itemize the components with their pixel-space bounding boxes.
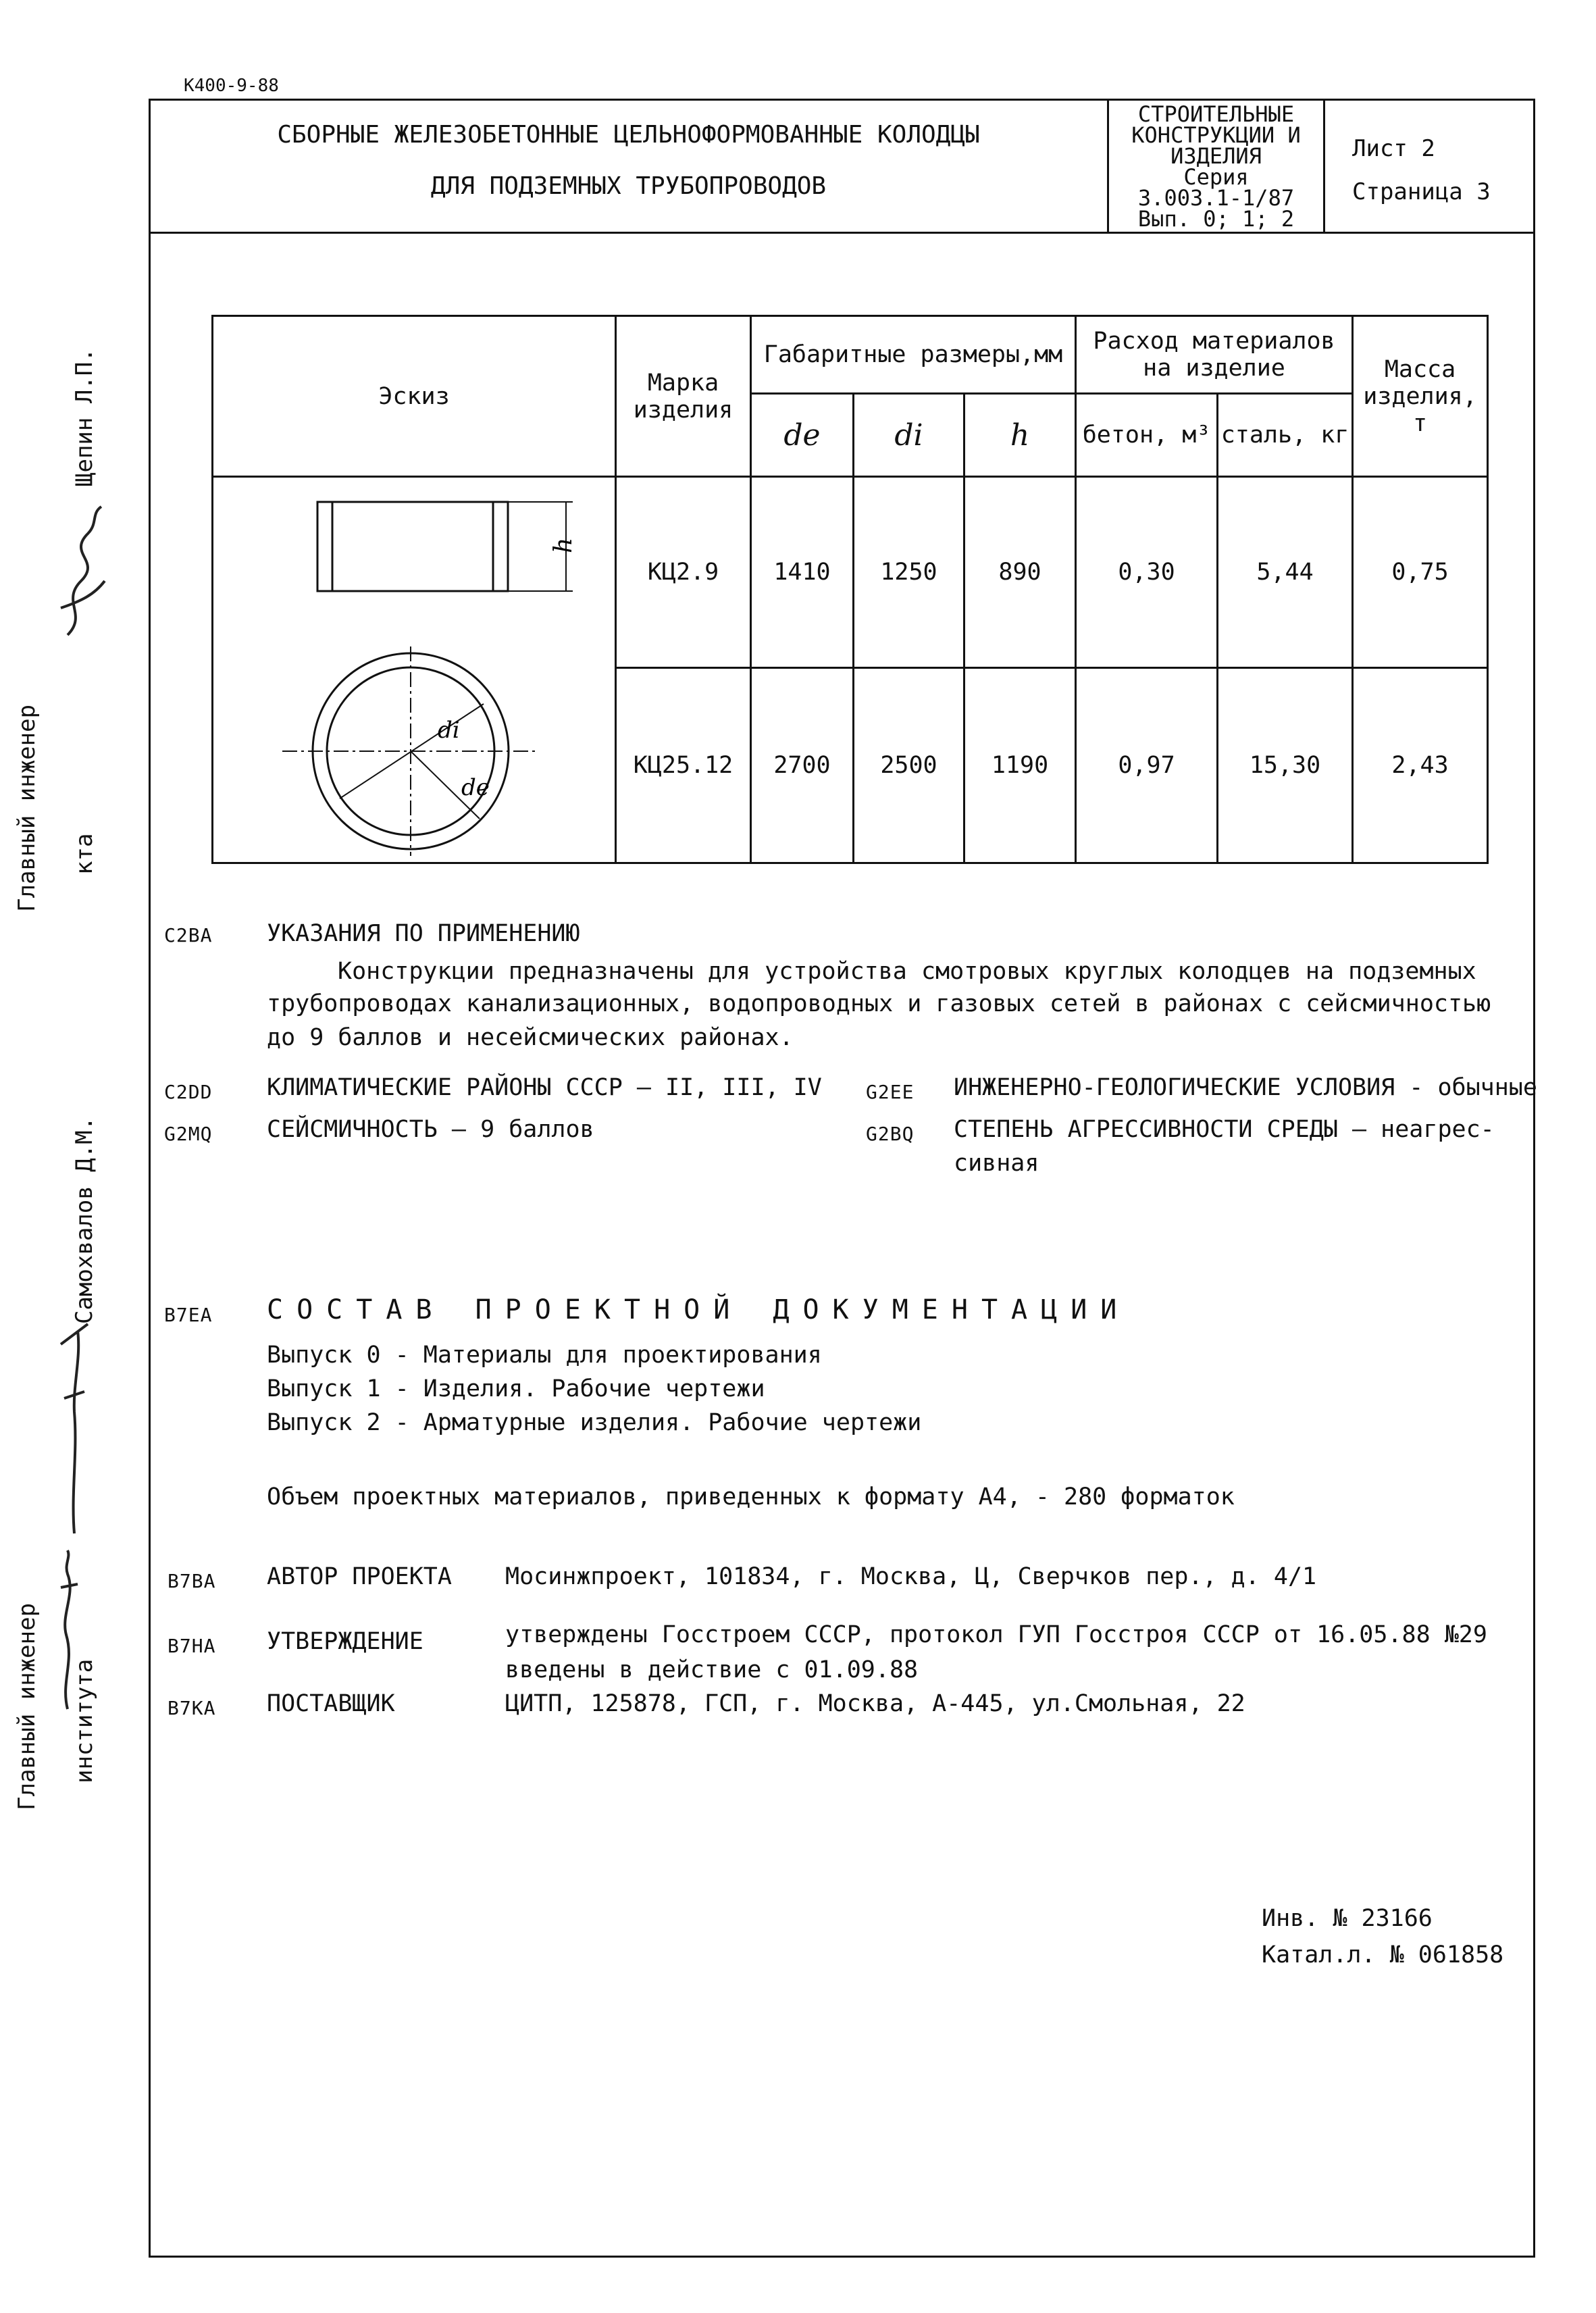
header-steel: сталь, кг [1218,394,1353,477]
header-mass: Масса изделия, т [1353,316,1488,477]
approval-text-1: утверждены Госстроем СССР, протокол ГУП Госстроя СССР от 16.05.88 №29 [505,1621,1487,1648]
header-di: di [854,394,964,477]
series-line: 3.003.1-1/87 [1137,185,1295,211]
header-materials: Расход материалов на изделие [1076,316,1353,394]
row2-di: 2500 [854,668,964,863]
author-label: АВТОР ПРОЕКТА [267,1563,452,1590]
row1-di: 1250 [854,477,964,668]
handwritten-signature-1 [41,500,115,649]
application-line-1: Конструкции предназначены для устройства смотровых круглых колодцев на подземных [338,958,1476,985]
composition-volume: Объем проектных материалов, приведенных к формату А4, - 280 форматок [267,1483,1235,1510]
signature-role-4: Главный инженер [14,1602,41,1810]
row2-de: 2700 [751,668,854,863]
row1-mark: КЦ2.9 [616,477,751,668]
header-concrete: бетон, м³ [1076,394,1218,477]
application-line-2: трубопроводах канализационных, водопроводных и газовых сетей в районах с сейсмичностью [267,990,1491,1017]
supplier-text: ЦИТП, 125878, ГСП, г. Москва, А-445, ул.Смольная, 22 [505,1690,1245,1717]
document-title [150,100,1109,232]
row2-concrete: 0,97 [1076,668,1218,863]
header-sketch: Эскиз [213,316,616,477]
application-line-3: до 9 баллов и несейсмических районах. [267,1024,794,1051]
title-line-2: ДЛЯ ПОДЗЕМНЫХ ТРУБОПРОВОДОВ [430,172,827,200]
spec-table [211,315,1489,864]
row1-mass: 0,75 [1353,477,1488,668]
label-de: de [461,774,490,801]
table-row [213,477,1488,668]
composition-title: СОСТАВ ПРОЕКТНОЙ ДОКУМЕНТАЦИИ [267,1294,1131,1325]
ring-side-view [317,502,508,591]
signature-sub-2: кта [71,833,98,875]
geology-code: G2EE [866,1081,915,1103]
handwritten-signature-2 [47,1317,101,1540]
signature-name-1: Щепин Л.П. [71,348,98,486]
series-line: Серия [1183,164,1249,190]
document-code: К400-9-88 [184,76,279,96]
signature-name-3: Самохвалов Д.М. [71,1116,98,1324]
row2-h: 1190 [964,668,1076,863]
author-code: В7ВА [168,1570,216,1592]
row2-mark: КЦ25.12 [616,668,751,863]
approval-code: В7НА [168,1635,216,1657]
row1-h: 890 [964,477,1076,668]
row1-steel: 5,44 [1218,477,1353,668]
climate-code: С2DD [164,1081,213,1103]
handwritten-signature-3 [47,1547,88,1716]
approval-text-2: введены в действие с 01.09.88 [505,1656,919,1683]
inventory-number: Инв. № 23166 [1262,1905,1433,1932]
sheet-block [1325,100,1534,232]
approval-label: УТВЕРЖДЕНИЕ [267,1628,423,1655]
signature-sub-4: института [71,1658,98,1783]
application-code: С2ВА [164,924,213,946]
application-title: УКАЗАНИЯ ПО ПРИМЕНЕНИЮ [267,920,580,947]
aggression-text-2: сивная [954,1150,1039,1177]
series-line: ИЗДЕЛИЯ [1170,143,1262,169]
label-h: h [550,537,577,553]
header-de: de [751,394,854,477]
row2-mass: 2,43 [1353,668,1488,863]
header-h: h [964,394,1076,477]
composition-code: В7ЕА [164,1304,213,1326]
label-di: di [438,717,460,744]
seismic-code: G2MQ [164,1123,213,1145]
well-sketch [215,478,613,856]
composition-item-1: Выпуск 0 - Материалы для проектирования [267,1342,822,1369]
composition-item-2: Выпуск 1 - Изделия. Рабочие чертежи [267,1375,765,1402]
title-line-1: СБОРНЫЕ ЖЕЛЕЗОБЕТОННЫЕ ЦЕЛЬНОФОРМОВАННЫЕ КОЛОДЦЫ [277,121,980,149]
seismic-text: СЕЙСМИЧНОСТЬ – 9 баллов [267,1116,594,1143]
aggression-code: G2BQ [866,1123,915,1145]
row1-de: 1410 [751,477,854,668]
sheet-number: Лист 2 [1352,135,1435,162]
page-number: Страница 3 [1352,178,1491,205]
supplier-label: ПОСТАВЩИК [267,1690,395,1717]
composition-item-3: Выпуск 2 - Арматурные изделия. Рабочие чертежи [267,1409,922,1436]
sketch-cell [213,477,616,863]
title-block [150,100,1534,234]
signature-role-2: Главный инженер [14,704,41,912]
series-line: СТРОИТЕЛЬНЫЕ [1137,101,1295,127]
supplier-code: В7КА [168,1697,216,1719]
series-block [1109,100,1325,232]
author-text: Мосинжпроект, 101834, г. Москва, Ц, Сверчков пер., д. 4/1 [505,1563,1317,1590]
series-line: КОНСТРУКЦИИ И [1131,122,1301,148]
header-dimensions: Габаритные размеры,мм [751,316,1076,394]
aggression-text-1: СТЕПЕНЬ АГРЕССИВНОСТИ СРЕДЫ – неагрес- [954,1116,1495,1143]
row1-concrete: 0,30 [1076,477,1218,668]
row2-steel: 15,30 [1218,668,1353,863]
geology-text: ИНЖЕНЕРНО-ГЕОЛОГИЧЕСКИЕ УСЛОВИЯ - обычные [954,1074,1537,1101]
catalog-number: Катал.л. № 061858 [1262,1941,1504,1968]
climate-text: КЛИМАТИЧЕСКИЕ РАЙОНЫ СССР – II, III, IV [267,1074,822,1101]
header-mark: Марка изделия [616,316,751,477]
series-line: Вып. 0; 1; 2 [1137,206,1295,232]
